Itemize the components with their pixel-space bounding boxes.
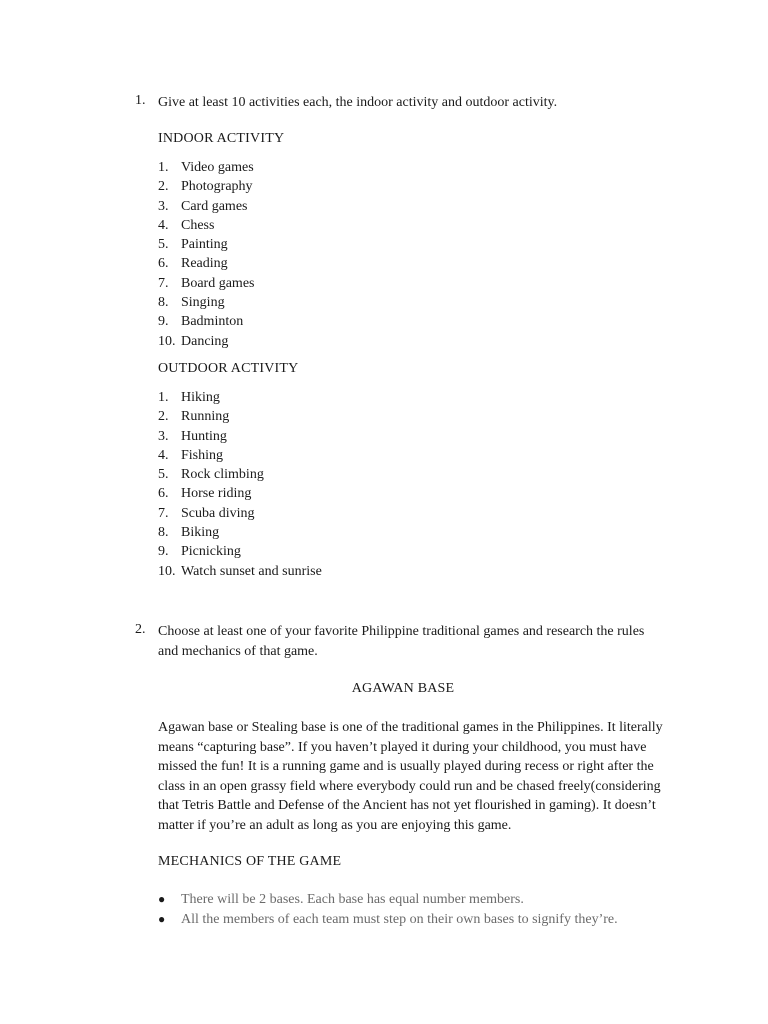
list-item: [158, 446, 322, 465]
indoor-activity-heading: INDOOR ACTIVITY: [158, 131, 285, 146]
list-item: [158, 542, 322, 561]
list-item-label: Rock climbing: [181, 467, 264, 483]
list-item-number: 9.: [158, 544, 169, 560]
mechanics-list: [158, 890, 618, 929]
list-item-number: 1.: [158, 160, 169, 175]
list-item-number: 6.: [158, 256, 169, 272]
list-item-number: 2.: [158, 179, 169, 195]
list-item-number: 9.: [158, 314, 169, 330]
list-item-number: 6.: [158, 486, 169, 502]
list-item: [158, 177, 254, 196]
list-item-number: 2.: [158, 409, 169, 425]
list-item: [158, 235, 254, 254]
list-item-label: Board games: [181, 275, 255, 291]
bullet-icon: ●: [158, 911, 166, 926]
list-item: [158, 293, 254, 312]
list-item-label: Badminton: [181, 314, 244, 330]
list-item: [158, 274, 254, 293]
list-item-label: Horse riding: [181, 486, 252, 502]
list-item-label: Running: [181, 409, 230, 425]
list-item-label: Fishing: [181, 447, 224, 463]
list-item-number: 5.: [158, 467, 169, 483]
list-item-number: 10.: [158, 333, 176, 349]
question-2-number: 2.: [135, 622, 146, 637]
game-title: AGAWAN BASE: [351, 681, 455, 696]
list-item-number: 4.: [158, 447, 169, 463]
bullet-icon: ●: [158, 892, 166, 906]
list-item-number: 3.: [158, 428, 169, 444]
list-item: [158, 388, 322, 407]
list-item: [158, 427, 322, 446]
list-item-number: 7.: [158, 275, 169, 291]
list-item-label: Biking: [181, 525, 220, 541]
list-item-label: Painting: [181, 237, 228, 253]
game-description: Agawan base or Stealing base is one of the traditional games in the Philippines. It literally means “capturing base”. If you haven’t played it during your childhood, you must have missed the fun! It is a running game and is usually played during recess or right after the class in an open grassy field where everybody could run and be chased freely(considering that Tetris Battle and Defense of the Ancient has not yet flourished in gaming). It doesn’t matter if you’re an adult as long as you are enjoying this game.: [158, 720, 663, 833]
list-item-label: Reading: [181, 256, 228, 272]
list-item-label: Watch sunset and sunrise: [181, 563, 322, 579]
list-item-number: 3.: [158, 198, 169, 214]
list-item-label: Photography: [181, 179, 253, 195]
list-item: [158, 197, 254, 216]
mechanics-heading: MECHANICS OF THE GAME: [158, 854, 342, 869]
list-item-number: 8.: [158, 295, 169, 311]
list-item: [158, 332, 254, 351]
list-item: [158, 158, 254, 177]
list-item: [158, 407, 322, 426]
list-item: [158, 312, 254, 331]
outdoor-activity-list: [158, 388, 322, 581]
mechanics-item-text: All the members of each team must step on their own bases to signify they’re.: [181, 911, 618, 927]
list-item-label: Video games: [181, 160, 254, 175]
list-item: [158, 562, 322, 581]
list-item: [158, 484, 322, 503]
list-item-number: 5.: [158, 237, 169, 253]
question-2-text: Choose at least one of your favorite Philippine traditional games and research the rules and mechanics of that game.: [158, 624, 645, 659]
list-item-number: 7.: [158, 505, 169, 521]
list-item: [158, 465, 322, 484]
list-item-label: Singing: [181, 295, 225, 311]
list-item-label: Dancing: [181, 333, 229, 349]
list-item: [158, 910, 618, 930]
list-item: [158, 504, 322, 523]
list-item-label: Hiking: [181, 390, 220, 405]
list-item: [158, 890, 618, 910]
list-item-number: 4.: [158, 217, 169, 233]
list-item: [158, 254, 254, 273]
list-item: [158, 523, 322, 542]
list-item: [158, 216, 254, 235]
list-item-label: Picnicking: [181, 544, 241, 560]
mechanics-item-text: There will be 2 bases. Each base has equal number members.: [181, 892, 524, 907]
question-1-number: 1.: [135, 93, 146, 108]
list-item-number: 10.: [158, 563, 176, 579]
list-item-number: 8.: [158, 525, 169, 541]
list-item-label: Scuba diving: [181, 505, 255, 521]
question-1-text: Give at least 10 activities each, the indoor activity and outdoor activity.: [158, 95, 558, 110]
list-item-number: 1.: [158, 390, 169, 405]
list-item-label: Card games: [181, 198, 248, 214]
indoor-activity-list: [158, 158, 254, 351]
list-item-label: Chess: [181, 217, 215, 233]
outdoor-activity-heading: OUTDOOR ACTIVITY: [158, 361, 299, 376]
list-item-label: Hunting: [181, 428, 227, 444]
